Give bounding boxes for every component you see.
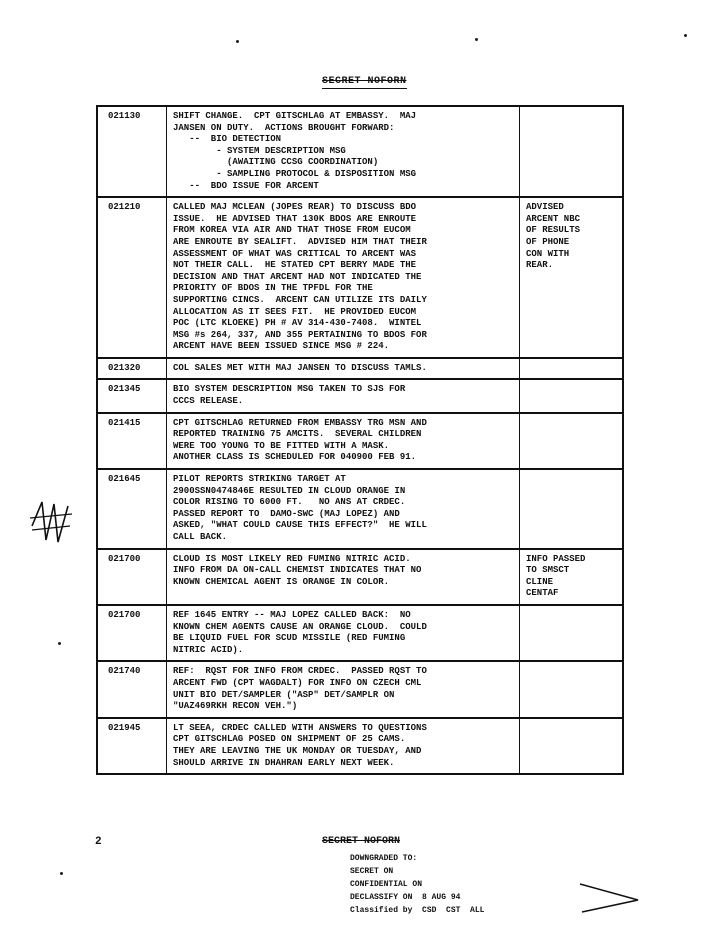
entry-remark bbox=[520, 469, 624, 549]
entry-text bbox=[167, 358, 520, 380]
entry-time: 021645 bbox=[97, 469, 167, 549]
stamp-line: SECRET ON bbox=[350, 867, 394, 876]
entry-remark bbox=[520, 413, 624, 469]
entry-line: NITRIC ACID). bbox=[173, 644, 244, 655]
entry-line: INFO FROM DA ON-CALL CHEMIST INDICATES THAT NO bbox=[173, 565, 422, 576]
entry-text bbox=[167, 661, 520, 717]
entry-text bbox=[167, 379, 520, 412]
entry-line: KNOWN CHEMICAL AGENT IS ORANGE IN COLOR. bbox=[173, 576, 390, 587]
entry-line: ARE ENROUTE BY SEALIFT. ADVISED HIM THAT THEIR bbox=[173, 236, 427, 247]
entry-text bbox=[167, 469, 520, 549]
entry-remark bbox=[520, 661, 624, 717]
stamp-line: DOWNGRADED TO: bbox=[350, 854, 418, 863]
entry-line: MSG #s 264, 337, AND 355 PERTAINING TO BDOS FOR bbox=[173, 329, 427, 340]
entry-time: 021415 bbox=[97, 413, 167, 469]
entry-text bbox=[167, 718, 520, 774]
entry-text bbox=[167, 413, 520, 469]
log-row bbox=[97, 106, 623, 197]
remark-line: CON WITH bbox=[526, 248, 570, 259]
entry-time: 021700 bbox=[97, 605, 167, 661]
entry-line: CPT GITSCHLAG POSED ON SHIPMENT OF 25 CAMS. bbox=[173, 734, 406, 745]
entry-time: 021130 bbox=[97, 106, 167, 197]
entry-line: PILOT REPORTS STRIKING TARGET AT bbox=[173, 474, 346, 485]
entry-line: ISSUE. HE ADVISED THAT 130K BDOS ARE ENROUTE bbox=[173, 213, 417, 224]
entry-line: 2900SSN0474846E RESULTED IN CLOUD ORANGE IN bbox=[173, 485, 406, 496]
handwritten-mark-icon bbox=[28, 496, 74, 548]
log-row bbox=[97, 718, 623, 774]
entry-remark bbox=[520, 605, 624, 661]
entry-line: REF 1645 ENTRY -- MAJ LOPEZ CALLED BACK: NO bbox=[173, 609, 411, 620]
entry-text bbox=[167, 197, 520, 358]
declassification-stamp bbox=[350, 852, 484, 917]
entry-line: JANSEN ON DUTY. ACTIONS BROUGHT FORWARD: bbox=[173, 122, 395, 133]
stamp-line: Classified by CSD CST ALL bbox=[350, 906, 485, 915]
entry-line: FROM KOREA VIA AIR AND THAT THOSE FROM EUCOM bbox=[173, 225, 411, 236]
log-row bbox=[97, 358, 623, 380]
entry-line: BE LIQUID FUEL FOR SCUD MISSILE (RED FUMING bbox=[173, 633, 406, 644]
entry-line: REPORTED TRAINING 75 AMCITS. SEVERAL CHILDREN bbox=[173, 429, 422, 440]
entry-line: - SYSTEM DESCRIPTION MSG bbox=[173, 145, 346, 156]
entry-line: THEY ARE LEAVING THE UK MONDAY OR TUESDAY, AND bbox=[173, 745, 422, 756]
entry-line: SUPPORTING CINCS. ARCENT CAN UTILIZE ITS DAILY bbox=[173, 294, 427, 305]
remark-line: CENTAF bbox=[526, 588, 559, 599]
remark-line: REAR. bbox=[526, 260, 554, 271]
log-row bbox=[97, 549, 623, 605]
entry-line: COL SALES MET WITH MAJ JANSEN TO DISCUSS TAMLS. bbox=[173, 362, 427, 373]
classification-header: SECRET NOFORN bbox=[322, 76, 407, 87]
stamp-arrow-icon bbox=[578, 880, 668, 916]
entry-line: ARCENT HAVE BEEN ISSUED SINCE MSG # 224. bbox=[173, 341, 390, 352]
entry-line: ASKED, "WHAT COULD CAUSE THIS EFFECT?" HE WILL bbox=[173, 520, 427, 531]
log-row bbox=[97, 379, 623, 412]
classification-footer: SECRET NOFORN bbox=[322, 836, 401, 847]
entry-line: CCCS RELEASE. bbox=[173, 396, 244, 407]
entry-remark bbox=[520, 358, 624, 380]
entry-line: BIO SYSTEM DESCRIPTION MSG TAKEN TO SJS FOR bbox=[173, 384, 406, 395]
stamp-line: DECLASSIFY ON 8 AUG 94 bbox=[350, 893, 461, 902]
log-row bbox=[97, 605, 623, 661]
entry-text bbox=[167, 605, 520, 661]
entry-line: NOT THEIR CALL. HE STATED CPT BERRY MADE THE bbox=[173, 260, 417, 271]
entry-time: 021210 bbox=[97, 197, 167, 358]
log-row bbox=[97, 661, 623, 717]
entry-line: KNOWN CHEM AGENTS CAUSE AN ORANGE CLOUD. COULD bbox=[173, 621, 427, 632]
entry-line: CALLED MAJ MCLEAN (JOPES REAR) TO DISCUSS BDO bbox=[173, 202, 417, 213]
entry-line: CLOUD IS MOST LIKELY RED FUMING NITRIC ACID. bbox=[173, 553, 411, 564]
remark-line: CLINE bbox=[526, 576, 554, 587]
remark-line: OF PHONE bbox=[526, 236, 570, 247]
entry-line: ANOTHER CLASS IS SCHEDULED FOR 040900 FEB 91. bbox=[173, 452, 417, 463]
entry-line: -- BIO DETECTION bbox=[173, 134, 282, 145]
entry-text bbox=[167, 106, 520, 197]
entry-line: CPT GITSCHLAG RETURNED FROM EMBASSY TRG MSN AND bbox=[173, 417, 427, 428]
stamp-line: CONFIDENTIAL ON bbox=[350, 880, 423, 889]
entry-line: DECISION AND THAT ARCENT HAD NOT INDICATED THE bbox=[173, 271, 422, 282]
remark-line: TO SMSCT bbox=[526, 565, 570, 576]
log-body bbox=[97, 106, 623, 774]
entry-time: 021740 bbox=[97, 661, 167, 717]
entry-line: (AWAITING CCSG COORDINATION) bbox=[173, 157, 379, 168]
entry-time: 021345 bbox=[97, 379, 167, 412]
entry-line: ALLOCATION AS IT SEES FIT. HE PROVIDED EUCOM bbox=[173, 306, 417, 317]
entry-time: 021945 bbox=[97, 718, 167, 774]
page-number: 2 bbox=[95, 836, 102, 848]
entry-text bbox=[167, 549, 520, 605]
entry-line: PRIORITY OF BDOS IN THE TPFDL FOR THE bbox=[173, 283, 373, 294]
log-row bbox=[97, 413, 623, 469]
entry-time: 021700 bbox=[97, 549, 167, 605]
entry-line: "UAZ469RKH RECON VEH.") bbox=[173, 701, 298, 712]
entry-line: ASSESSMENT OF WHAT WAS CRITICAL TO ARCENT WAS bbox=[173, 248, 417, 259]
entry-line: WERE TOO YOUNG TO BE FITTED WITH A MASK. bbox=[173, 440, 390, 451]
entry-time: 021320 bbox=[97, 358, 167, 380]
entry-line: POC (LTC KLOEKE) PH # AV 314-430-7408. WINTEL bbox=[173, 318, 422, 329]
entry-line: REF: RQST FOR INFO FROM CRDEC. PASSED RQST TO bbox=[173, 666, 427, 677]
remark-line: OF RESULTS bbox=[526, 225, 581, 236]
entry-line: SHIFT CHANGE. CPT GITSCHLAG AT EMBASSY. MAJ bbox=[173, 111, 417, 121]
entry-remark bbox=[520, 106, 624, 197]
entry-line: -- BDO ISSUE FOR ARCENT bbox=[173, 180, 319, 191]
log-row bbox=[97, 469, 623, 549]
entry-line: - SAMPLING PROTOCOL & DISPOSITION MSG bbox=[173, 168, 417, 179]
entry-line: SHOULD ARRIVE IN DHAHRAN EARLY NEXT WEEK. bbox=[173, 757, 395, 768]
entry-remark bbox=[520, 197, 624, 358]
remark-line: INFO PASSED bbox=[526, 553, 586, 564]
entry-line: COLOR RISING TO 6000 FT. NO ANS AT CRDEC. bbox=[173, 497, 406, 508]
entry-line: LT SEEA, CRDEC CALLED WITH ANSWERS TO QUESTIONS bbox=[173, 722, 427, 733]
entry-remark bbox=[520, 379, 624, 412]
entry-line: UNIT BIO DET/SAMPLER ("ASP" DET/SAMPLR ON bbox=[173, 689, 395, 700]
entry-remark bbox=[520, 718, 624, 774]
log-row bbox=[97, 197, 623, 358]
remark-line: ARCENT NBC bbox=[526, 213, 581, 224]
entry-line: PASSED REPORT TO DAMO-SWC (MAJ LOPEZ) AND bbox=[173, 508, 400, 519]
duty-log-table bbox=[96, 105, 624, 775]
entry-remark bbox=[520, 549, 624, 605]
entry-line: CALL BACK. bbox=[173, 532, 228, 542]
remark-line: ADVISED bbox=[526, 202, 564, 213]
entry-line: ARCENT FWD (CPT WAGDALT) FOR INFO ON CZECH CML bbox=[173, 677, 422, 688]
